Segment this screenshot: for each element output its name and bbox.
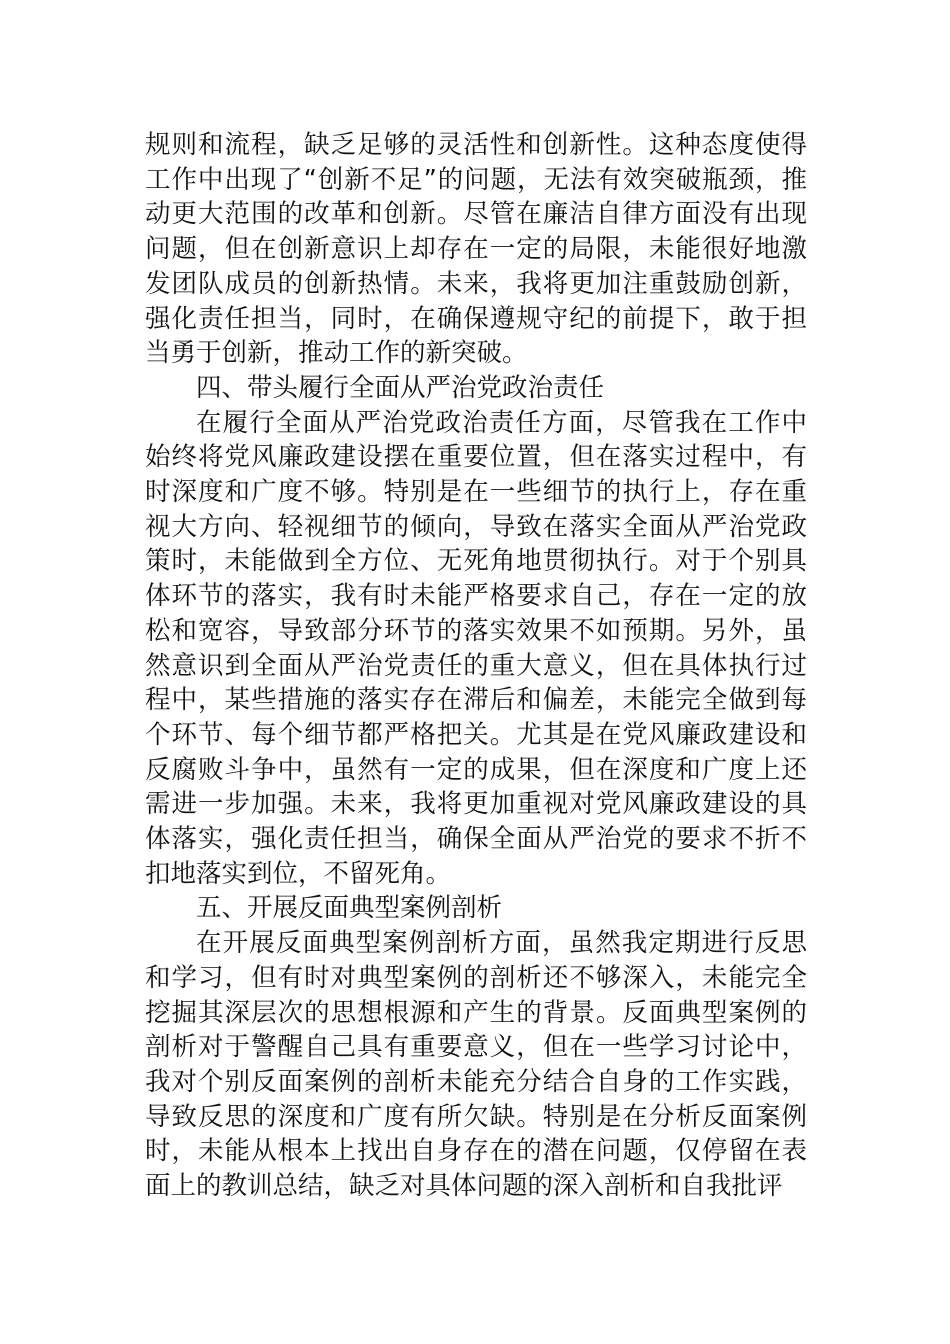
document-page: [145, 128, 807, 1204]
section-heading-5: 五、开展反面典型案例剖析: [196, 893, 503, 924]
paragraph-case-analysis: 在开展反面典型案例剖析方面，虽然我定期进行反思和学习，但有时对典型案例的剖析还不够深入，未能完全挖掘其深层次的思想根源和产生的背景。反面典型案例的剖析对于警醒自己具有重要意义，但在一些学习讨论中，我对个别反面案例的剖析未能充分结合自身的工作实践，导致反思的深度和广度有所欠缺。特别是在分析反面案例时，未能从根本上找出自身存在的潜在问题，仅停留在表面上的教训总结，缺乏对具体问题的深入剖析和自我批评: [145, 928, 807, 1202]
paragraph-innovation: 规则和流程，缺乏足够的灵活性和创新性。这种态度使得工作中出现了“创新不足”的问题，无法有效突破瓶颈，推动更大范围的改革和创新。尽管在廉洁自律方面没有出现问题，但在创新意识上却存在一定的局限，未能很好地激发团队成员的创新热情。未来，我将更加注重鼓励创新，强化责任担当，同时，在确保遵规守纪的前提下，敢于担当勇于创新，推动工作的新突破。: [145, 130, 807, 369]
section-heading-4: 四、带头履行全面从严治党政治责任: [196, 372, 605, 403]
paragraph-party-responsibility: 在履行全面从严治党政治责任方面，尽管我在工作中始终将党风廉政建设摆在重要位置，但在落实过程中，有时深度和广度不够。特别是在一些细节的执行上，存在重视大方向、轻视细节的倾向，导致在落实全面从严治党政策时，未能做到全方位、无死角地贯彻执行。对于个别具体环节的落实，我有时未能严格要求自己，存在一定的放松和宽容，导致部分环节的落实效果不如预期。另外，虽然意识到全面从严治党责任的重大意义，但在具体执行过程中，某些措施的落实存在滞后和偏差，未能完全做到每个环节、每个细节都严格把关。尤其是在党风廉政建设和反腐败斗争中，虽然有一定的成果，但在深度和广度上还需进一步加强。未来，我将更加重视对党风廉政建设的具体落实，强化责任担当，确保全面从严治党的要求不折不扣地落实到位，不留死角。: [145, 407, 807, 889]
